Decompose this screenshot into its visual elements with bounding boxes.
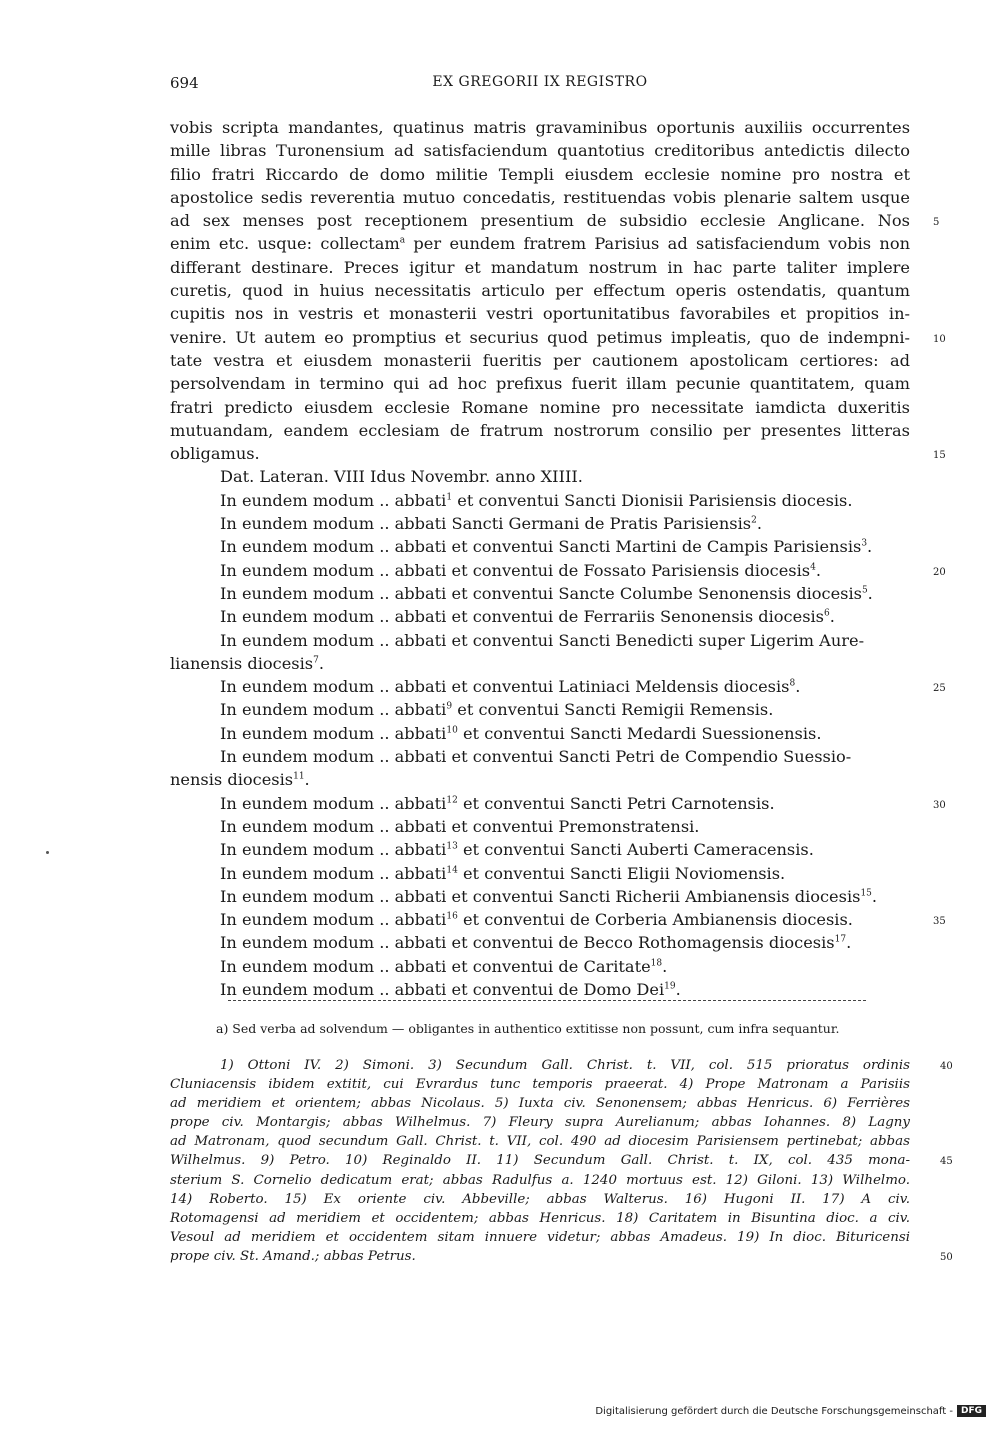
main-line bbox=[170, 908, 946, 931]
footnote-marker: 3 bbox=[861, 538, 868, 549]
note-line-text: ad meridiem et orientem; abbas Nicolaus. 5) Iuxta civ. Senonensem; abbas Henricus. 6) Ferrières bbox=[170, 1096, 910, 1112]
footer bbox=[595, 1405, 986, 1417]
dfg-logo: DFG bbox=[957, 1405, 986, 1417]
main-line-text: apostolice sedis reverentia mutuo concedatis, restituendas vobis plenarie saltem usque bbox=[170, 187, 910, 207]
main-line-text: mutuandam, eandem ecclesiam de fratrum nostrorum consilio per presentes litteras bbox=[170, 420, 910, 440]
main-line-text-rest: et conventui Sancti Medardi Suessionensis. bbox=[457, 723, 822, 743]
scan-speck bbox=[46, 851, 49, 854]
running-title: EX GREGORII IX REGISTRO bbox=[432, 74, 648, 90]
main-line bbox=[170, 256, 910, 279]
page-header bbox=[170, 74, 910, 98]
main-line-text: enim etc. usque: collectam bbox=[170, 234, 400, 254]
main-line-text-rest: et conventui de Corberia Ambianensis diocesis. bbox=[457, 910, 853, 930]
main-line-text-rest: et conventui Sancti Eligii Noviomensis. bbox=[457, 863, 786, 883]
main-line-text-rest: . bbox=[867, 583, 873, 603]
main-line bbox=[170, 139, 910, 162]
main-line bbox=[170, 931, 910, 954]
main-line-text: In eundem modum .. abbati et conventui de Caritate bbox=[220, 956, 651, 976]
main-line-text: differant destinare. Preces igitur et mandatum nostrum in hac parte taliter implere bbox=[170, 257, 910, 277]
main-line-text-rest: . bbox=[871, 886, 878, 906]
main-line bbox=[170, 652, 910, 675]
note-line bbox=[170, 1247, 953, 1266]
main-line-text-rest: . bbox=[846, 933, 852, 953]
main-line-text-rest: . bbox=[867, 537, 873, 557]
main-line bbox=[170, 862, 910, 885]
variant-note: a) Sed verba ad solvendum — obligantes in authentico extitisse non possunt, cum infra sequantur. bbox=[216, 1021, 840, 1036]
main-line-text-rest: et conventui Sancti Dionisii Parisiensis diocesis. bbox=[452, 490, 853, 510]
note-line-text: Wilhelmus. 9) Petro. 10) Reginaldo II. 11) Secundum Gall. Christ. t. IX, col. 435 mona- bbox=[170, 1153, 910, 1169]
footnote-marker: 18 bbox=[650, 958, 663, 969]
footnote-marker: 19 bbox=[664, 981, 676, 992]
main-line bbox=[170, 279, 910, 302]
main-line-text: obligamus. bbox=[170, 444, 260, 464]
main-line bbox=[170, 559, 946, 582]
main-line-text: In eundem modum .. abbati bbox=[220, 700, 447, 720]
main-line-text: In eundem modum .. abbati bbox=[220, 840, 447, 860]
main-line-text: In eundem modum .. abbati et conventui Sancti Martini de Campis Parisiensis bbox=[220, 537, 862, 557]
note-line bbox=[170, 1075, 910, 1094]
main-line bbox=[170, 792, 946, 815]
footnote-marker: 13 bbox=[446, 841, 458, 852]
main-line bbox=[170, 302, 910, 325]
line-number: 20 bbox=[933, 566, 946, 578]
page-number: 694 bbox=[170, 74, 199, 92]
main-line bbox=[170, 535, 910, 558]
line-number: 10 bbox=[933, 333, 946, 345]
main-line-text-rest: et conventui Sancti Petri Carnotensis. bbox=[457, 793, 775, 813]
main-line bbox=[170, 605, 910, 628]
main-line-text: nensis diocesis bbox=[170, 770, 294, 790]
main-line-text: In eundem modum .. abbati et conventui Sancti Petri de Compendio Suessio- bbox=[220, 747, 852, 767]
main-line-text: vobis scripta mandantes, quatinus matris gravaminibus oportunis auxiliis occurrentes bbox=[170, 118, 910, 137]
footnote-marker: 12 bbox=[446, 795, 458, 806]
footer-text: Digitalisierung gefördert durch die Deutsche Forschungsgemeinschaft - bbox=[595, 1405, 953, 1417]
main-line bbox=[170, 396, 910, 419]
line-number: 45 bbox=[940, 1156, 953, 1168]
note-line bbox=[170, 1056, 953, 1075]
note-line bbox=[170, 1171, 910, 1190]
main-line-text-rest: . bbox=[815, 560, 821, 580]
main-line-text-rest: . bbox=[829, 607, 835, 627]
main-line bbox=[170, 629, 910, 652]
note-line bbox=[170, 1151, 953, 1170]
footnote-marker: 16 bbox=[446, 911, 458, 922]
note-line-text: prope civ. St. Amand.; abbas Petrus. bbox=[170, 1248, 416, 1264]
footnote-marker: 4 bbox=[810, 562, 816, 573]
main-line-text: In eundem modum .. abbati et conventui de Becco Rothomagensis diocesis bbox=[220, 933, 835, 953]
note-line bbox=[170, 1094, 910, 1113]
note-line bbox=[170, 1132, 910, 1151]
main-line-text: In eundem modum .. abbati bbox=[220, 863, 447, 883]
main-line bbox=[170, 838, 910, 861]
note-line-text: Vesoul ad meridiem et occidentem sitam innuere videtur; abbas Amadeus. 19) In dioc. Bituricensi bbox=[170, 1229, 910, 1245]
footnote-separator bbox=[228, 1000, 866, 1001]
main-line bbox=[170, 209, 940, 232]
main-line bbox=[170, 372, 910, 395]
main-line bbox=[170, 116, 910, 139]
main-line bbox=[170, 512, 910, 535]
main-line-text: In eundem modum .. abbati Sancti Germani de Pratis Parisiensis bbox=[220, 514, 752, 534]
main-line bbox=[170, 815, 910, 838]
main-line-text: cupitis nos in vestris et monasterii vestri oportunitatibus favorabiles et propitios in- bbox=[170, 304, 910, 324]
main-line-text: In eundem modum .. abbati et conventui de Ferrariis Senonensis diocesis bbox=[220, 607, 824, 627]
main-line bbox=[170, 722, 910, 745]
footnote-marker: 7 bbox=[313, 655, 319, 666]
main-line-text-rest: et conventui Sancti Auberti Cameracensis. bbox=[457, 840, 814, 860]
main-line-text: In eundem modum .. abbati et conventui Sancti Benedicti super Ligerim Aure- bbox=[220, 630, 865, 650]
footnotes bbox=[170, 1056, 953, 1266]
main-line-text: In eundem modum .. abbati et conventui de Fossato Parisiensis diocesis bbox=[220, 560, 811, 580]
main-line-text-rest: . bbox=[304, 770, 310, 790]
main-line-text: In eundem modum .. abbati bbox=[220, 723, 447, 743]
main-line-text-rest: . bbox=[662, 956, 668, 976]
main-line-text: In eundem modum .. abbati et conventui Premonstratensi. bbox=[220, 816, 700, 836]
main-line-text: mille libras Turonensium ad satisfaciendum quantotius creditoribus antedictis dilecto bbox=[170, 141, 910, 161]
main-line-text-rest: . bbox=[795, 677, 801, 697]
note-line-text: prope civ. Montargis; abbas Wilhelmus. 7) Fleury supra Aurelianum; abbas Iohannes. 8) Lagny bbox=[170, 1115, 910, 1131]
main-line bbox=[170, 326, 946, 349]
main-line-text: Dat. Lateran. VIII Idus Novembr. anno XIIII. bbox=[220, 467, 583, 487]
main-line bbox=[170, 745, 910, 768]
note-line-text: ad Matronam, quod secundum Gall. Christ. t. VII, col. 490 ad diocesim Parisiensem pertinebat; abbas bbox=[170, 1134, 910, 1150]
line-number: 35 bbox=[933, 916, 946, 928]
main-line bbox=[170, 419, 910, 442]
main-line-text: In eundem modum .. abbati bbox=[220, 910, 447, 930]
note-line-text: Rotomagensi ad meridiem et occidentem; abbas Henricus. 18) Caritatem in Bisuntina dioc. a civ. bbox=[170, 1210, 910, 1226]
main-line-text: ad sex menses post receptionem presentium de subsidio ecclesie Anglicane. Nos bbox=[170, 211, 910, 231]
main-line-text: In eundem modum .. abbati et conventui de Domo Dei bbox=[220, 979, 665, 999]
main-line bbox=[170, 163, 910, 186]
main-line-text: In eundem modum .. abbati et conventui Sancte Columbe Senonensis diocesis bbox=[220, 583, 862, 603]
main-line bbox=[170, 978, 910, 1001]
main-line bbox=[170, 232, 910, 255]
line-number: 5 bbox=[933, 217, 940, 229]
main-line bbox=[170, 675, 946, 698]
line-number: 50 bbox=[940, 1251, 953, 1263]
main-line bbox=[170, 582, 910, 605]
main-line bbox=[170, 465, 910, 488]
footnote-marker: 6 bbox=[824, 608, 830, 619]
main-line-text: venire. Ut autem eo promptius et securius quod petimus impleatis, quo de indempni- bbox=[170, 327, 910, 347]
main-line bbox=[170, 768, 910, 791]
main-line-text: In eundem modum .. abbati bbox=[220, 490, 447, 510]
footnote-marker: 1 bbox=[446, 492, 453, 503]
note-line bbox=[170, 1209, 910, 1228]
note-line bbox=[170, 1190, 910, 1209]
main-line-text: filio fratri Riccardo de domo militie Templi eiusdem ecclesie nomine pro nostra et bbox=[170, 164, 910, 184]
main-line bbox=[170, 442, 946, 465]
main-line-text: In eundem modum .. abbati bbox=[220, 793, 447, 813]
footnote-marker: 5 bbox=[861, 585, 868, 596]
note-line bbox=[170, 1228, 910, 1247]
note-line bbox=[170, 1113, 910, 1132]
main-line bbox=[170, 698, 910, 721]
main-line bbox=[170, 349, 910, 372]
main-line bbox=[170, 186, 910, 209]
main-line-text-rest: . bbox=[756, 514, 762, 534]
footnote-marker: 8 bbox=[789, 678, 796, 689]
footnote-marker: 11 bbox=[293, 771, 305, 782]
main-line-text: persolvendam in termino qui ad hoc prefixus fuerit illam pecunie quantitatem, quam bbox=[170, 374, 910, 394]
main-line bbox=[170, 885, 910, 908]
note-line-text: 1) Ottoni IV. 2) Simoni. 3) Secundum Gall. Christ. t. VII, col. 515 prioratus ordinis bbox=[220, 1058, 910, 1073]
main-line-text: In eundem modum .. abbati et conventui Latiniaci Meldensis diocesis bbox=[220, 677, 790, 697]
main-line-text-rest: . bbox=[675, 979, 681, 999]
footnote-marker: 14 bbox=[446, 865, 458, 876]
footnote-marker: 17 bbox=[834, 935, 847, 945]
footnote-marker: 15 bbox=[860, 888, 872, 899]
footnote-marker: a bbox=[399, 236, 406, 247]
main-line bbox=[170, 955, 910, 978]
main-line bbox=[170, 489, 910, 512]
line-number: 40 bbox=[940, 1061, 953, 1072]
note-line-text: Cluniacensis ibidem extitit, cui Evrardus tunc temporis praeerat. 4) Prope Matronam a Parisiis bbox=[170, 1077, 910, 1093]
main-line-text: fratri predicto eiusdem ecclesie Romane nomine pro necessitate iamdicta duxeritis bbox=[170, 397, 910, 417]
main-line-text: lianensis diocesis bbox=[170, 653, 314, 673]
note-line-text: sterium S. Cornelio dedicatum erat; abbas Radulfus a. 1240 mortuus est. 12) Giloni. 13) Wilhelmo. bbox=[170, 1172, 910, 1188]
main-line-text: tate vestra et eiusdem monasterii fueritis per cautionem apostolicam certiores: ad bbox=[170, 350, 910, 370]
footnote-marker: 10 bbox=[446, 725, 458, 736]
footnote-marker: 9 bbox=[446, 702, 453, 713]
main-line-text: In eundem modum .. abbati et conventui Sancti Richerii Ambianensis diocesis bbox=[220, 886, 861, 906]
line-number: 15 bbox=[933, 450, 946, 462]
main-line-text-rest: . bbox=[318, 653, 324, 673]
main-line-text: curetis, quod in huius necessitatis articulo per effectum operis ostendatis, quantum bbox=[170, 281, 910, 301]
main-line-text-rest: per eundem fratrem Parisius ad satisfaciendum vobis non bbox=[405, 234, 911, 254]
line-number: 25 bbox=[933, 683, 946, 695]
note-line-text: 14) Roberto. 15) Ex oriente civ. Abbeville; abbas Walterus. 16) Hugoni II. 17) A civ. bbox=[170, 1191, 910, 1207]
footnote-marker: 2 bbox=[751, 515, 757, 526]
line-number: 30 bbox=[933, 799, 946, 811]
main-line-text-rest: et conventui Sancti Remigii Remensis. bbox=[452, 700, 774, 720]
main-text bbox=[170, 116, 946, 1001]
